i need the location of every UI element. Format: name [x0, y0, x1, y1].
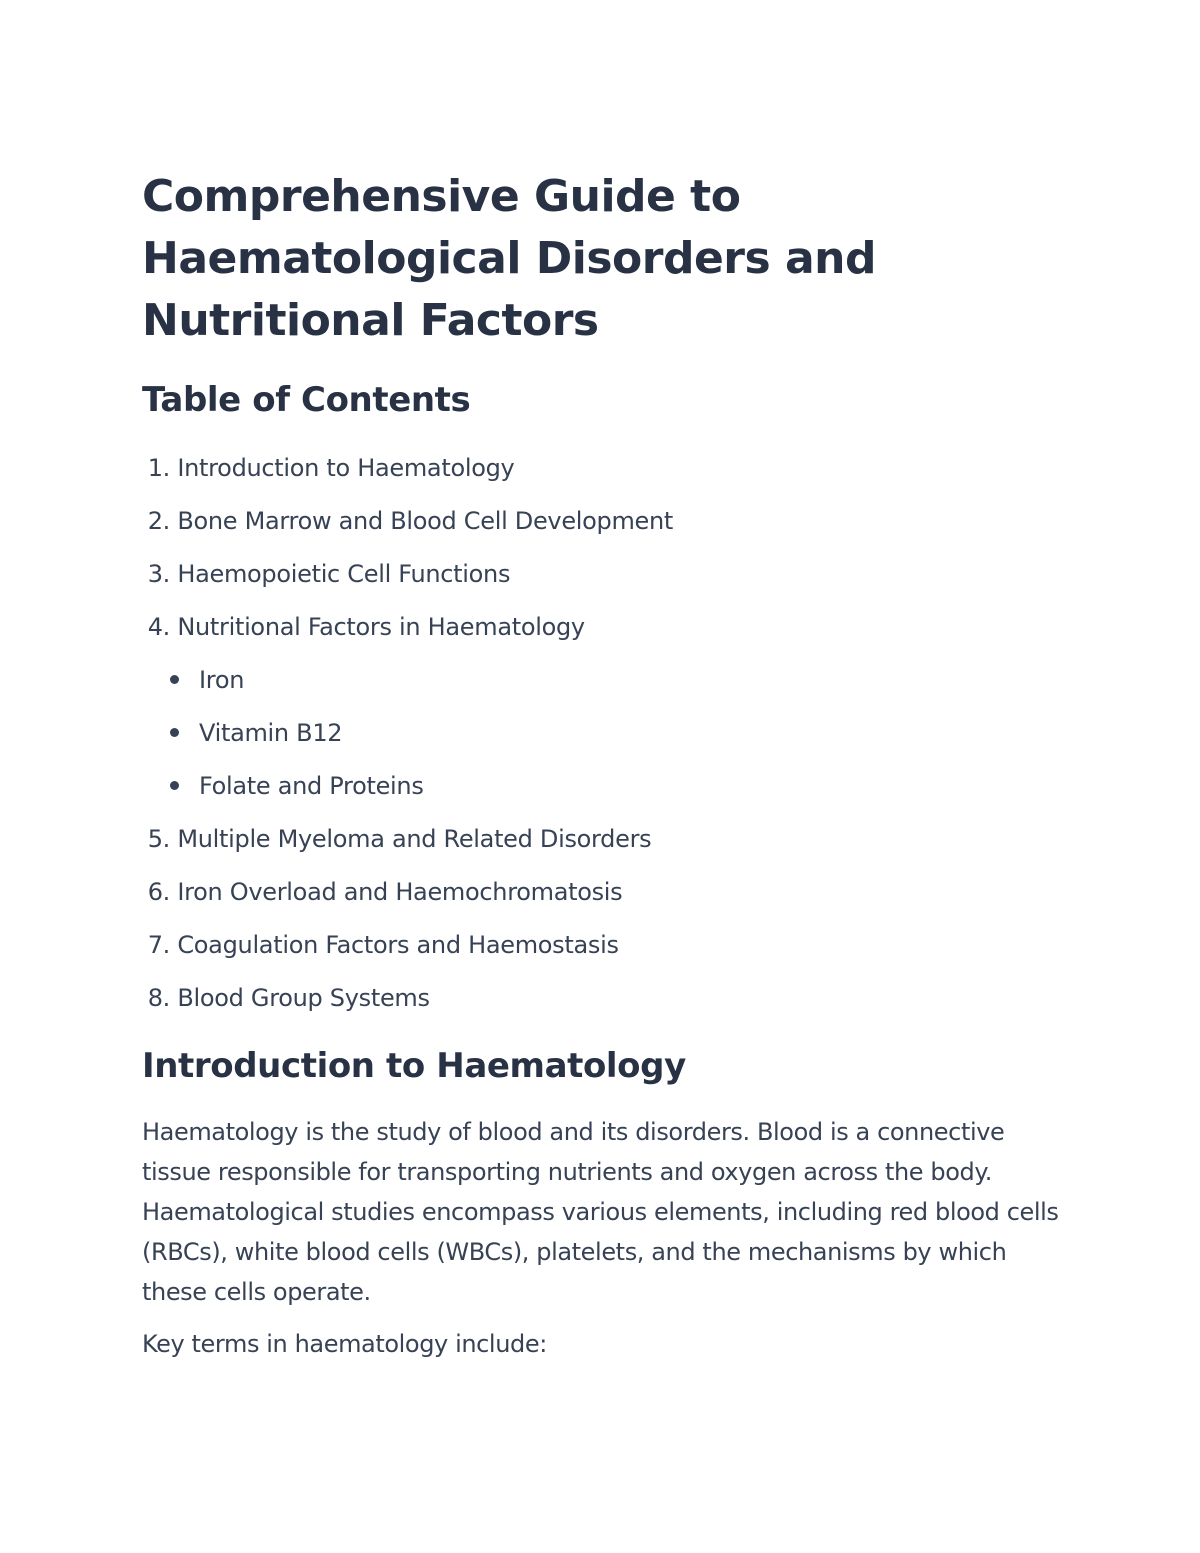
toc-item-label: Iron Overload and Haemochromatosis: [177, 878, 623, 906]
toc-subitem: [142, 766, 673, 819]
bullet-icon: [170, 728, 179, 737]
toc-item: [142, 448, 673, 501]
toc-subitem: [142, 660, 673, 713]
section-paragraph-key-terms: Key terms in haematology include:: [142, 1330, 547, 1358]
toc-subitem-label: Folate and Proteins: [199, 772, 424, 800]
toc-item: [142, 554, 673, 607]
toc-item-number: 7.: [147, 931, 170, 959]
toc-item: [142, 819, 673, 872]
toc-heading: Table of Contents: [142, 380, 471, 420]
bullet-icon: [170, 675, 179, 684]
toc-item: [142, 607, 673, 660]
toc-subitem-label: Iron: [199, 666, 245, 694]
toc-item-number: 6.: [147, 878, 170, 906]
toc-subitem: [142, 713, 673, 766]
toc-item-number: 4.: [147, 613, 170, 641]
section-paragraph: Haematology is the study of blood and its disorders. Blood is a connective tissue responsible for transporting nutrients and oxygen across the body. Haematological studies encompass various elements, including red blood cells (RBCs), white blood cells (WBCs), platelets, and the mechanisms by which these cells operate.: [142, 1118, 1059, 1306]
document-title: Comprehensive Guide to Haematological Disorders and Nutritional Factors: [142, 171, 876, 346]
toc-item-label: Multiple Myeloma and Related Disorders: [177, 825, 652, 853]
toc-item: [142, 872, 673, 925]
bullet-icon: [170, 781, 179, 790]
toc-item-label: Haemopoietic Cell Functions: [177, 560, 511, 588]
table-of-contents: [142, 448, 673, 1031]
toc-item-number: 2.: [147, 507, 170, 535]
toc-item-number: 1.: [147, 454, 170, 482]
toc-item: [142, 501, 673, 554]
toc-item-label: Bone Marrow and Blood Cell Development: [177, 507, 674, 535]
toc-item-label: Nutritional Factors in Haematology: [177, 613, 585, 641]
toc-item: [142, 978, 673, 1031]
section-heading: Introduction to Haematology: [142, 1046, 686, 1086]
toc-item-label: Coagulation Factors and Haemostasis: [177, 931, 619, 959]
toc-subitem-label: Vitamin B12: [199, 719, 343, 747]
toc-item-number: 8.: [147, 984, 170, 1012]
toc-item-number: 5.: [147, 825, 170, 853]
toc-item-label: Blood Group Systems: [177, 984, 430, 1012]
toc-item-number: 3.: [147, 560, 170, 588]
toc-item-label: Introduction to Haematology: [177, 454, 515, 482]
toc-item: [142, 925, 673, 978]
